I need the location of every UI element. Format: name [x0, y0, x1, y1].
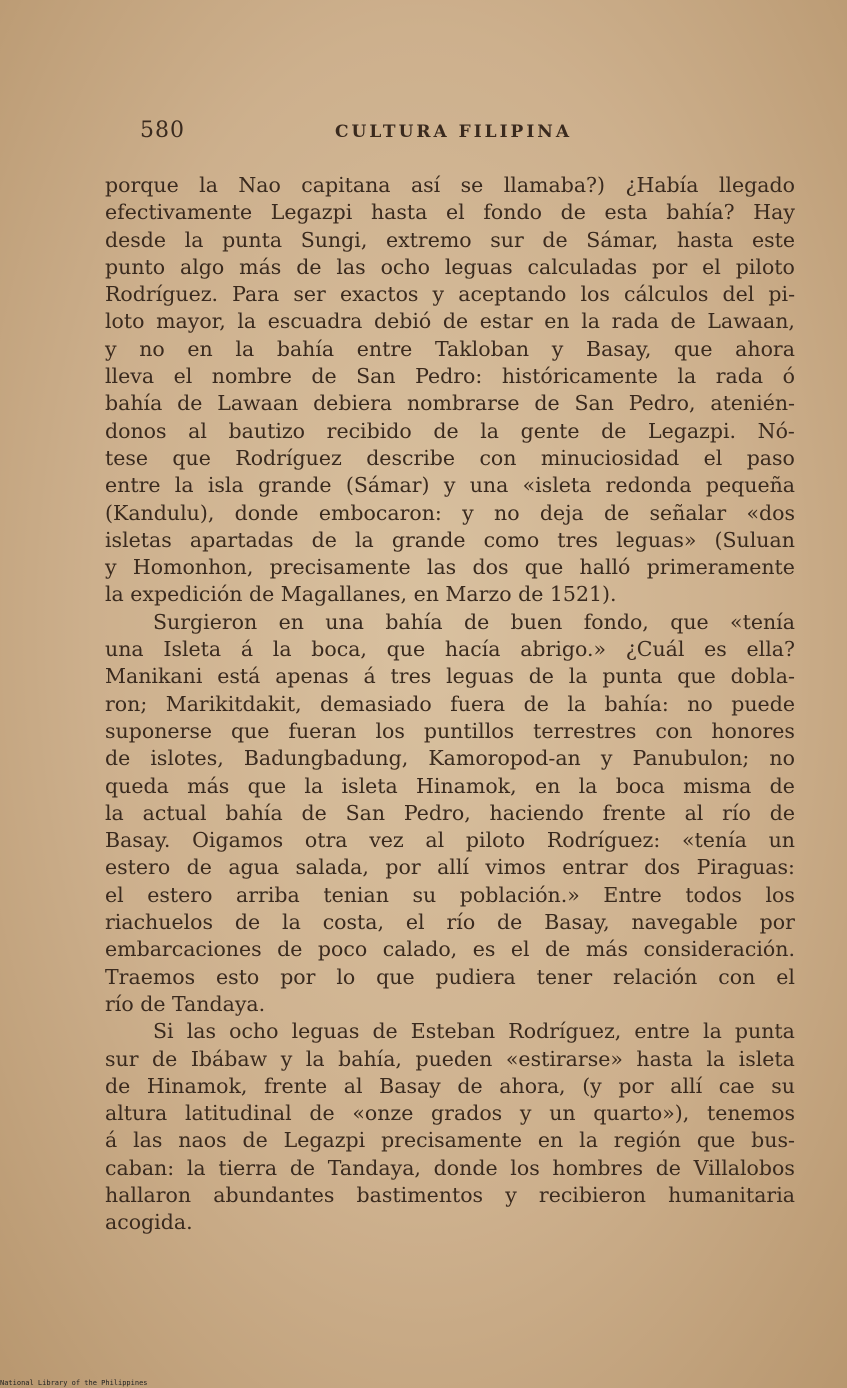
text-line: lleva el nombre de San Pedro: históricamente la rada ó	[105, 364, 795, 389]
running-head: CULTURA FILIPINA	[335, 122, 573, 142]
text-line: (Kandulu), donde embocaron: y no deja de señalar «dos	[105, 500, 795, 525]
text-line: Surgieron en una bahía de buen fondo, que «tenía	[153, 609, 795, 634]
text-line: suponerse que fueran los puntillos terrestres con honores	[105, 718, 795, 743]
text-line: ron; Marikitdakit, demasiado fuera de la bahía: no puede	[105, 691, 795, 716]
text-line: embarcaciones de poco calado, es el de más consideración.	[105, 937, 795, 962]
text-line: Rodríguez. Para ser exactos y aceptando los cálculos del pi-	[105, 282, 795, 307]
text-line: altura latitudinal de «onze grados y un quarto»), tenemos	[105, 1101, 795, 1126]
text-line: caban: la tierra de Tandaya, donde los hombres de Villalobos	[105, 1155, 795, 1180]
text-line: río de Tandaya.	[105, 991, 266, 1016]
text-line: efectivamente Legazpi hasta el fondo de esta bahía? Hay	[105, 200, 795, 225]
text-line: la actual bahía de San Pedro, haciendo frente al río de	[105, 800, 795, 825]
text-line: entre la isla grande (Sámar) y una «isleta redonda pequeña	[105, 473, 795, 498]
text-line: á las naos de Legazpi precisamente en la región que bus-	[105, 1128, 795, 1153]
body-text	[105, 172, 795, 1237]
page-number: 580	[140, 118, 185, 143]
text-line: Manikani está apenas á tres leguas de la punta que dobla-	[105, 664, 795, 689]
text-line: hallaron abundantes bastimentos y recibieron humanitaria	[105, 1182, 795, 1207]
text-line: loto mayor, la escuadra debió de estar en la rada de Lawaan,	[105, 309, 795, 334]
text-line: Traemos esto por lo que pudiera tener relación con el	[105, 964, 795, 989]
text-line: porque la Nao capitana así se llamaba?) ¿Había llegado	[105, 173, 795, 197]
text-line: de islotes, Badungbadung, Kamoropod-an y Panubulon; no	[105, 746, 795, 771]
paragraph	[105, 609, 795, 1018]
paragraph	[105, 1018, 795, 1236]
text-line: tese que Rodríguez describe con minuciosidad el paso	[105, 445, 795, 470]
text-line: isletas apartadas de la grande como tres leguas» (Suluan	[105, 527, 795, 552]
text-line: y no en la bahía entre Takloban y Basay, que ahora	[105, 336, 795, 361]
page-header	[140, 118, 695, 148]
text-line: desde la punta Sungi, extremo sur de Sámar, hasta este	[105, 227, 795, 252]
text-line: bahía de Lawaan debiera nombrarse de San Pedro, atenién-	[105, 391, 795, 416]
text-line: Basay. Oigamos otra vez al piloto Rodríguez: «tenía un	[105, 828, 795, 853]
text-line: el estero arriba tenian su población.» Entre todos los	[105, 882, 795, 907]
paragraph	[105, 172, 795, 609]
text-line: la expedición de Magallanes, en Marzo de 1521).	[105, 582, 617, 607]
text-line: queda más que la isleta Hinamok, en la boca misma de	[105, 773, 795, 798]
text-line: una Isleta á la boca, que hacía abrigo.» ¿Cuál es ella?	[105, 637, 795, 662]
text-line: acogida.	[105, 1210, 193, 1235]
text-line: Si las ocho leguas de Esteban Rodríguez, entre la punta	[153, 1019, 795, 1044]
footer-credit: National Library of the Philippines	[0, 1379, 148, 1387]
text-line: de Hinamok, frente al Basay de ahora, (y por allí cae su	[105, 1073, 795, 1098]
text-line: donos al bautizo recibido de la gente de Legazpi. Nó-	[105, 418, 795, 443]
text-line: y Homonhon, precisamente las dos que halló primeramente	[105, 555, 795, 580]
text-line: riachuelos de la costa, el río de Basay, navegable por	[105, 910, 795, 935]
text-line: sur de Ibábaw y la bahía, pueden «estirarse» hasta la isleta	[105, 1046, 795, 1071]
text-line: punto algo más de las ocho leguas calculadas por el piloto	[105, 254, 795, 279]
text-line: estero de agua salada, por allí vimos entrar dos Piraguas:	[105, 855, 795, 880]
